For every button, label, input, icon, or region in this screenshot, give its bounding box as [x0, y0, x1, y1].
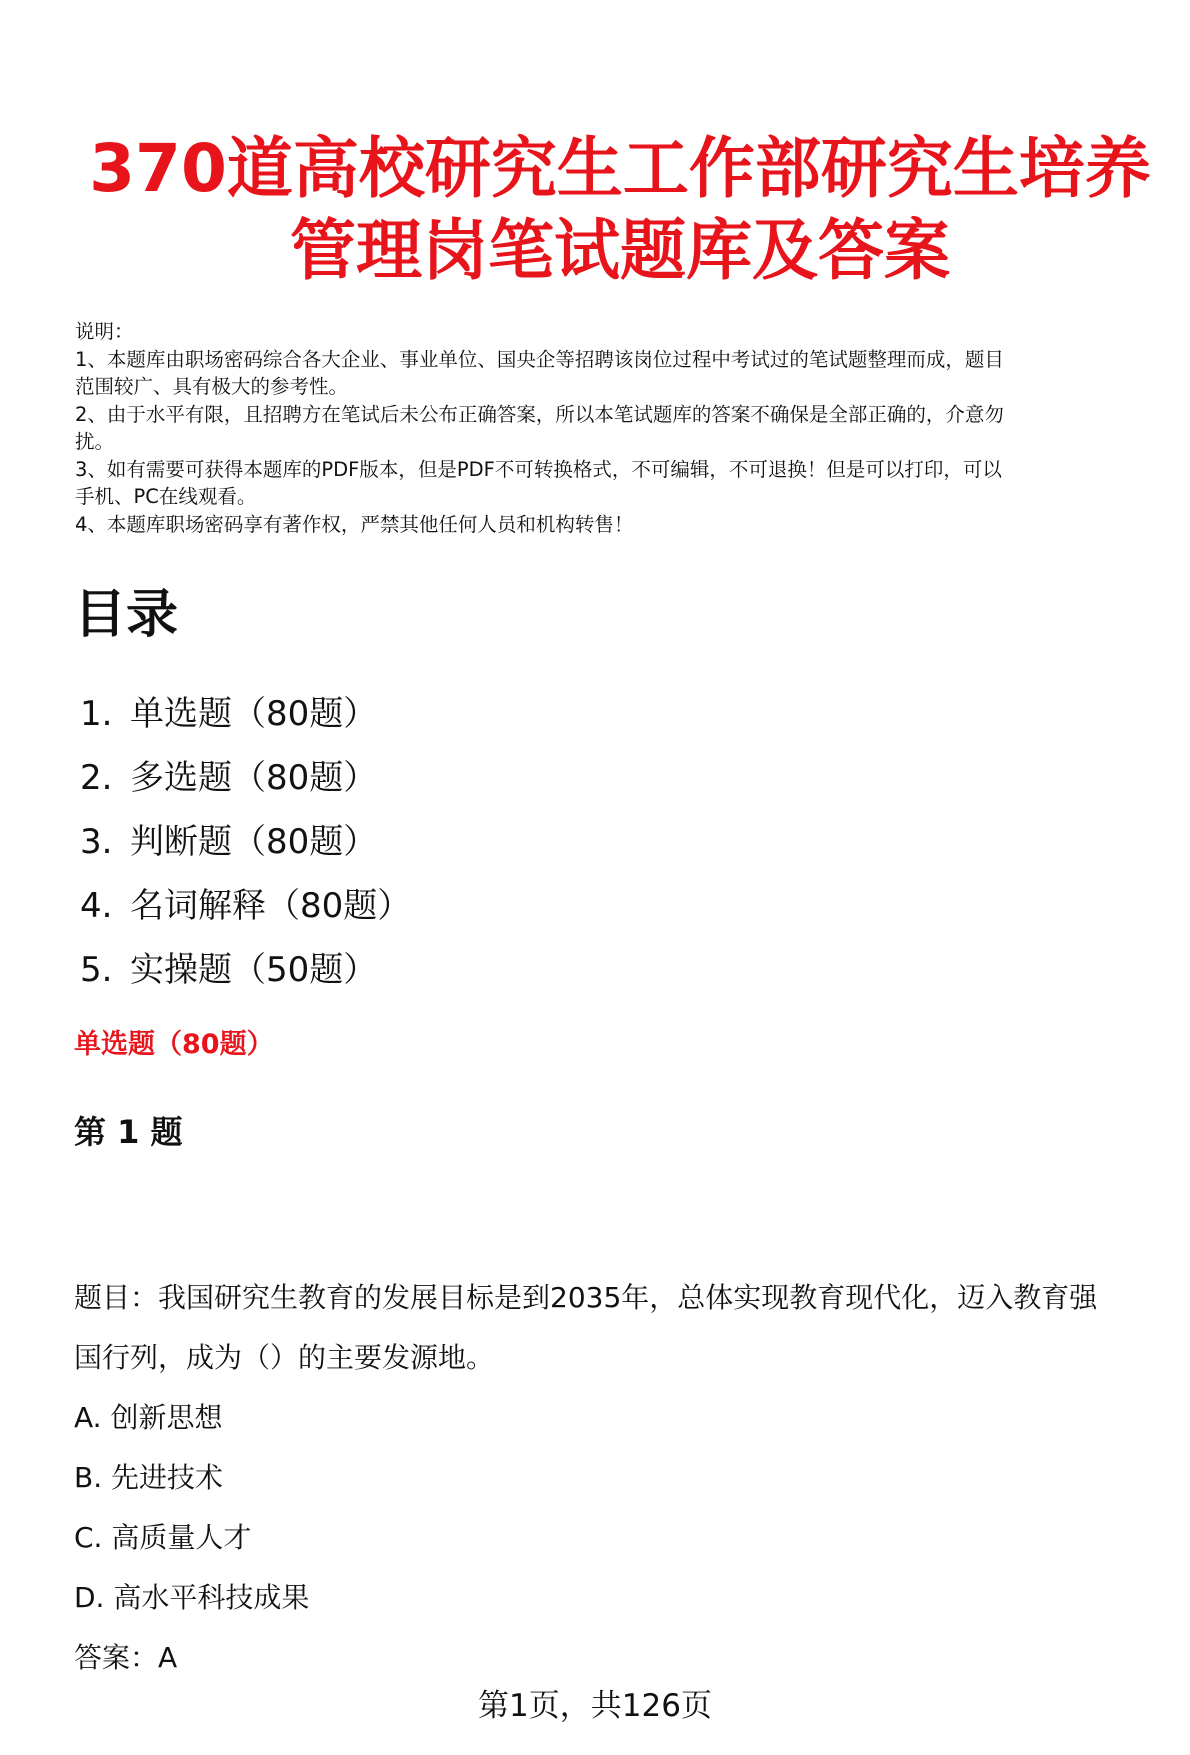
toc-heading: 目录: [74, 585, 179, 645]
document-title-line-1: 370道高校研究生工作部研究生培养: [89, 130, 1151, 207]
toc-item-number: 2.: [80, 758, 113, 798]
instructions-line: 范围较广、具有极大的参考性。: [75, 375, 349, 398]
answer-option-a: A. 创新思想: [74, 1401, 223, 1434]
toc-item-number: 4.: [80, 886, 113, 926]
instructions-line: 3、如有需要可获得本题库的PDF版本，但是PDF不可转换格式，不可编辑，不可退换！但是可以打印，可以: [75, 457, 1002, 481]
page-number: 第1页，共126页: [478, 1688, 712, 1724]
answer-key: 答案：A: [74, 1641, 178, 1674]
table-of-contents: [80, 682, 411, 1002]
instructions-heading: 说明：: [75, 320, 134, 343]
toc-item-single-choice[interactable]: [80, 682, 411, 746]
section-heading: 单选题（80题）: [74, 1029, 274, 1060]
answer-option-b: B. 先进技术: [74, 1461, 224, 1494]
toc-item-label: 多选题（80题）: [130, 758, 378, 798]
toc-item-label: 名词解释（80题）: [130, 886, 412, 926]
answer-option-c: C. 高质量人才: [74, 1521, 252, 1554]
instructions-line: 2、由于水平有限，且招聘方在笔试后未公布正确答案，所以本笔试题库的答案不确保是全部正确的，介意勿: [75, 402, 1004, 426]
instructions-line: 4、本题库职场密码享有著作权，严禁其他任何人员和机构转售！: [75, 512, 634, 536]
toc-item-true-false[interactable]: [80, 810, 411, 874]
document-title-line-2: 管理岗笔试题库及答案: [290, 212, 950, 289]
instructions-line: 扰。: [75, 430, 115, 453]
toc-item-multiple-choice[interactable]: [80, 746, 411, 810]
toc-item-number: 1.: [80, 694, 113, 734]
toc-item-practical[interactable]: [80, 938, 411, 1002]
instructions-line: 手机、PC在线观看。: [75, 485, 257, 508]
question-number: 第 1 题: [74, 1113, 183, 1151]
toc-item-label: 判断题（80题）: [130, 822, 378, 862]
toc-item-label: 实操题（50题）: [130, 950, 378, 990]
question-text: 国行列，成为（）的主要发源地。: [74, 1341, 495, 1374]
question-body: [74, 1268, 1174, 1688]
question-text: 题目：我国研究生教育的发展目标是到2035年，总体实现教育现代化，迈入教育强: [74, 1281, 1098, 1314]
instructions-line: 1、本题库由职场密码综合各大企业、事业单位、国央企等招聘该岗位过程中考试过的笔试题整理而成，题目: [75, 347, 1004, 371]
instructions-block: [75, 318, 1155, 538]
answer-option-d: D. 高水平科技成果: [74, 1581, 310, 1614]
toc-item-label: 单选题（80题）: [130, 694, 378, 734]
toc-item-number: 5.: [80, 950, 113, 990]
toc-item-term-explanation[interactable]: [80, 874, 411, 938]
toc-item-number: 3.: [80, 822, 113, 862]
